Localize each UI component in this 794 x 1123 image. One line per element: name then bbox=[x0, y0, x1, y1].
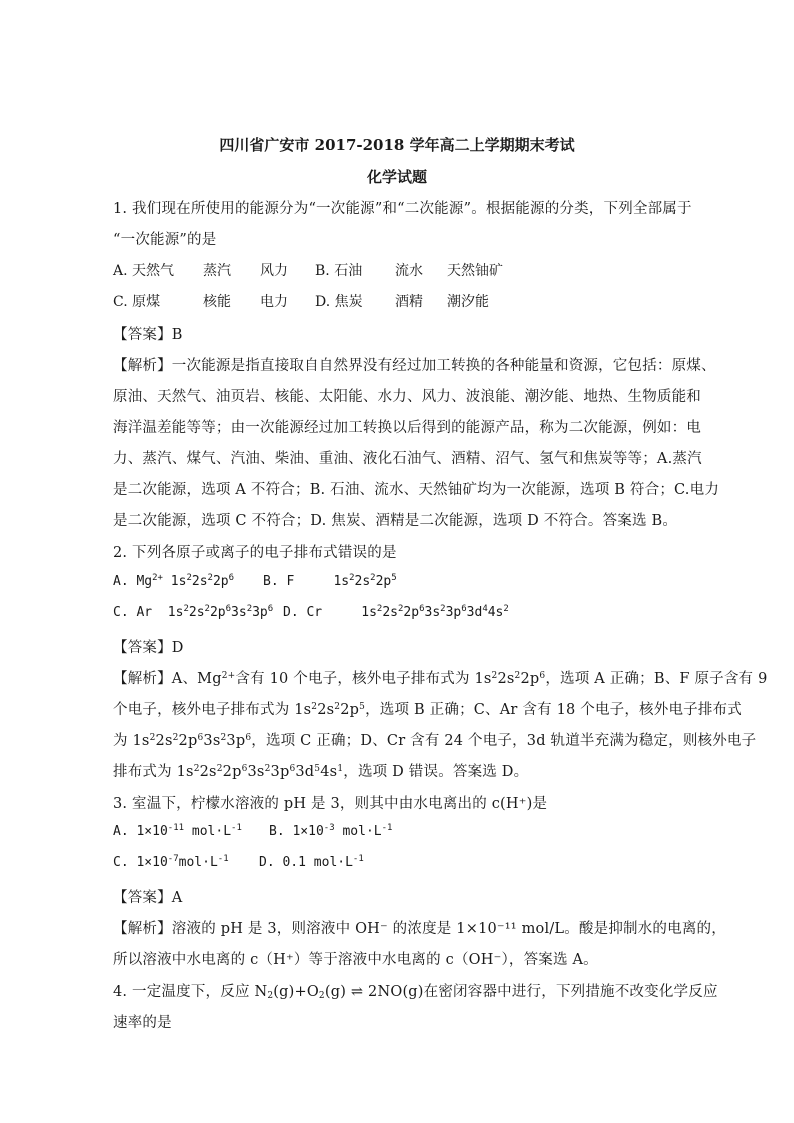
q4-stem-line1: 4. 一定温度下，反应 $N_2(g)+O_2(g)$ ⇌ 2NO(g)在密闭容器中进行，下列措施不改变化学反应 bbox=[113, 984, 718, 1001]
q3-stem: 3. 室温下，柠檬水溶液的 pH 是 3，则其中由水电离出的 c(H⁺)是 bbox=[113, 796, 548, 812]
q2-explanation-line3: 为 $1s^22s^22p^63s^23p^6$，选项 C 正确；D、Cr 含有 24 个电子，3d 轨道半充满为稳定，则核外电子 bbox=[113, 733, 757, 749]
q2-explanation-line1: 【解析】A、$Mg^{2+}$含有 10 个电子，核外电子排布式为 $1s^22s^22p^6$，选项 A 正确；B、F 原子含有 9 bbox=[113, 671, 768, 687]
q1-explanation-line6: 是二次能源，选项 C 不符合；D. 焦炭、酒精是二次能源，选项 D 不符合。答案选 B。 bbox=[113, 513, 678, 529]
q1-option-c-2: 核能 bbox=[203, 294, 231, 310]
q1-explanation-line2: 原油、天然气、油页岩、核能、太阳能、水力、风力、波浪能、潮汐能、地热、生物质能和 bbox=[113, 389, 701, 405]
q1-option-d-3: 潮汐能 bbox=[447, 294, 489, 310]
q2-option-b: B. F $1s^22s^22p^5$ bbox=[263, 573, 397, 589]
q2-explanation-line4: 排布式为 $1s^22s^22p^63s^23p^63d^54s^1$，选项 D 错误。答案选 D。 bbox=[113, 764, 529, 780]
q1-explanation-line3: 海洋温差能等等；由一次能源经过加工转换以后得到的能源产品，称为二次能源，例如：电 bbox=[113, 420, 701, 436]
q2-stem: 2. 下列各原子或离子的电子排布式错误的是 bbox=[113, 545, 397, 561]
q3-option-a: A. $1\times 10^{-11}$ $mol\cdot L^{-1}$ bbox=[113, 823, 242, 839]
q2-explanation-line2: 个电子，核外电子排布式为 $1s^22s^22p^5$，选项 B 正确；C、Ar 含有 18 个电子，核外电子排布式 bbox=[113, 702, 742, 718]
q1-stem-line1: 1. 我们现在所使用的能源分为“一次能源”和“二次能源”。根据能源的分类，下列全部属于 bbox=[113, 201, 692, 217]
q2-option-a: A. $Mg^{2+}$ $1s^22s^22p^6$ bbox=[113, 573, 235, 589]
q3-explanation-line1: 【解析】溶液的 pH 是 3，则溶液中 OH⁻ 的浓度是 1×10⁻¹¹ mol/L。酸是抑制水的电离的， bbox=[113, 921, 726, 937]
q1-explanation-line4: 力、蒸汽、煤气、汽油、柴油、重油、液化石油气、酒精、沼气、氢气和焦炭等等；A.蒸汽 bbox=[113, 451, 702, 467]
q3-answer: 【答案】A bbox=[113, 890, 183, 906]
q4-stem-line2: 速率的是 bbox=[113, 1015, 172, 1031]
document-title: 四川省广安市 2017-2018 学年高二上学期期末考试 bbox=[219, 136, 575, 154]
q3-option-b: B. $1\times 10^{-3}$ $mol\cdot L^{-1}$ bbox=[269, 823, 393, 839]
q2-explanation-tail: ，选项 D 错误。答案选 D。 bbox=[343, 764, 529, 780]
q3-option-d: D. 0.1 $mol\cdot L^{-1}$ bbox=[259, 854, 364, 870]
q1-stem-line2: “一次能源”的是 bbox=[113, 232, 217, 248]
q3-option-c: C. $1\times 10^{-7}mol\cdot L^{-1}$ bbox=[113, 854, 229, 870]
q1-option-a-2: 蒸汽 bbox=[203, 263, 231, 279]
q1-option-d-1: D. 焦炭 bbox=[315, 294, 363, 310]
q1-option-b-3: 天然铀矿 bbox=[447, 263, 503, 279]
q2-option-d: D. Cr $1s^22s^22p^63s^23p^63d^44s^2$ bbox=[283, 604, 509, 620]
q2-answer: 【答案】D bbox=[113, 640, 184, 656]
document-subtitle: 化学试题 bbox=[366, 168, 427, 186]
q1-option-b-1: B. 石油 bbox=[315, 263, 363, 279]
q1-option-a-1: A. 天然气 bbox=[113, 263, 175, 279]
q1-option-d-2: 酒精 bbox=[395, 294, 423, 310]
q3-explanation-line2: 所以溶液中水电离的 c（H⁺）等于溶液中水电离的 c（OH⁻），答案选 A。 bbox=[113, 952, 598, 968]
q1-answer: 【答案】B bbox=[113, 327, 183, 343]
q1-option-c-3: 电力 bbox=[260, 294, 288, 310]
q2-option-c: C. Ar $1s^22s^22p^63s^23p^6$ bbox=[113, 604, 274, 620]
q1-explanation-line1: 【解析】一次能源是指直接取自自然界没有经过加工转换的各种能量和资源，它包括：原煤、 bbox=[113, 358, 716, 374]
equilibrium-arrow-icon: ⇌ bbox=[350, 984, 364, 1000]
q1-option-b-2: 流水 bbox=[395, 263, 423, 279]
q1-option-c-1: C. 原煤 bbox=[113, 294, 161, 310]
q1-option-a-3: 风力 bbox=[260, 263, 288, 279]
q1-explanation-line5: 是二次能源，选项 A 不符合；B. 石油、流水、天然铀矿均为一次能源，选项 B 符合；C.电力 bbox=[113, 482, 720, 498]
